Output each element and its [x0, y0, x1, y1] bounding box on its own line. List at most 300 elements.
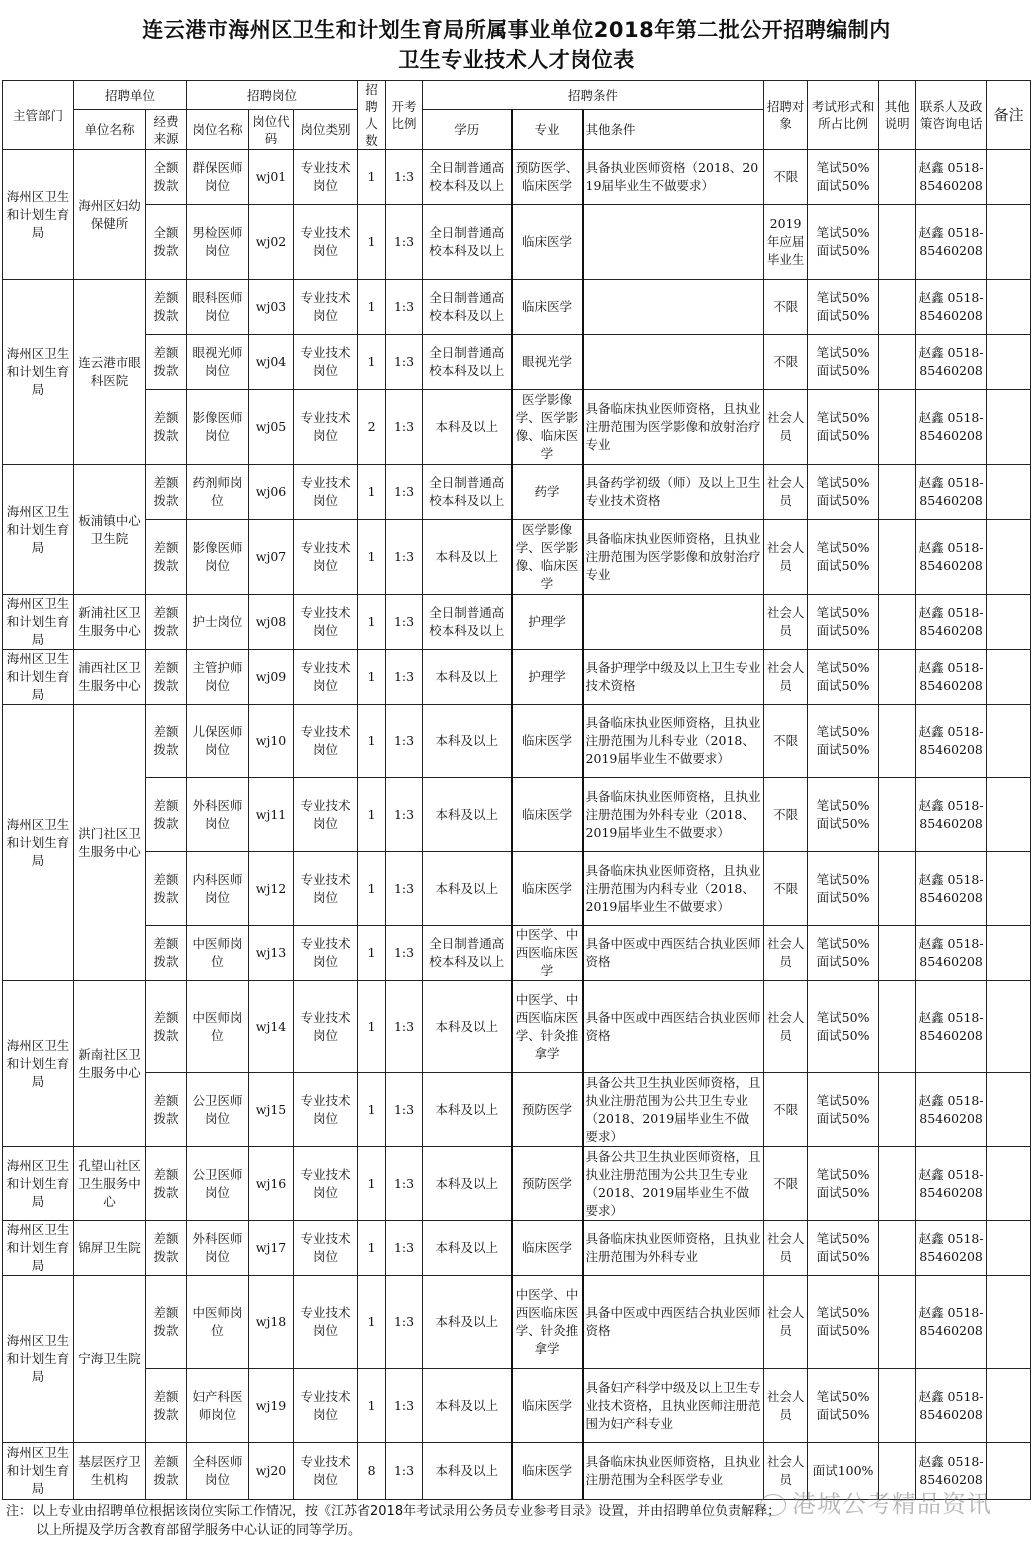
post-code-cell: wj11	[249, 778, 294, 852]
education-cell: 全日制普通高校本科及以上	[423, 465, 512, 520]
post-code-cell: wj16	[249, 1147, 294, 1221]
dept-cell: 海州区卫生和计划生育局	[3, 595, 74, 650]
education-cell: 本科及以上	[423, 981, 512, 1073]
target-cell: 社会人员	[764, 1369, 808, 1443]
count-cell: 2	[358, 390, 386, 465]
contact-cell: 赵鑫 0518-85460208	[916, 390, 987, 465]
funding-cell: 差额拨款	[146, 1221, 187, 1276]
ratio-cell: 1:3	[386, 852, 423, 926]
contact-cell: 赵鑫 0518-85460208	[916, 778, 987, 852]
target-cell: 不限	[764, 705, 808, 778]
unit-name-cell: 新南社区卫生服务中心	[74, 981, 146, 1147]
remark-cell	[987, 390, 1031, 465]
major-cell: 临床医学	[512, 852, 583, 926]
funding-cell: 差额拨款	[146, 465, 187, 520]
header-education: 学历	[423, 110, 512, 150]
post-name-cell: 公卫医师岗位	[187, 1073, 249, 1147]
contact-cell: 赵鑫 0518-85460208	[916, 335, 987, 390]
count-cell: 1	[358, 280, 386, 335]
funding-cell: 全额拨款	[146, 205, 187, 280]
post-type-cell: 专业技术岗位	[294, 852, 358, 926]
recruitment-table	[2, 80, 1031, 1500]
major-cell: 临床医学	[512, 705, 583, 778]
education-cell: 本科及以上	[423, 520, 512, 595]
target-cell: 不限	[764, 1147, 808, 1221]
contact-cell: 赵鑫 0518-85460208	[916, 205, 987, 280]
header-other-note: 其他说明	[879, 81, 916, 150]
funding-cell: 差额拨款	[146, 335, 187, 390]
other-cond-cell	[583, 280, 764, 335]
count-cell: 1	[358, 595, 386, 650]
post-name-cell: 中医师岗位	[187, 981, 249, 1073]
exam-cell: 笔试50% 面试50%	[808, 280, 879, 335]
post-name-cell: 全科医师岗位	[187, 1443, 249, 1500]
post-name-cell: 群保医师岗位	[187, 150, 249, 205]
post-code-cell: wj05	[249, 390, 294, 465]
header-count: 招聘人数	[358, 81, 386, 150]
dept-cell: 海州区卫生和计划生育局	[3, 1276, 74, 1443]
unit-name-cell: 宁海卫生院	[74, 1276, 146, 1443]
header-exam: 考试形式和所占比例	[808, 81, 879, 150]
remark-cell	[987, 926, 1031, 981]
header-unit-name: 单位名称	[74, 110, 146, 150]
contact-cell: 赵鑫 0518-85460208	[916, 1443, 987, 1500]
post-type-cell: 专业技术岗位	[294, 1443, 358, 1500]
major-cell: 预防医学	[512, 1147, 583, 1221]
dept-cell: 海州区卫生和计划生育局	[3, 150, 74, 280]
post-name-cell: 内科医师岗位	[187, 852, 249, 926]
post-type-cell: 专业技术岗位	[294, 150, 358, 205]
funding-cell: 差额拨款	[146, 280, 187, 335]
post-code-cell: wj10	[249, 705, 294, 778]
post-type-cell: 专业技术岗位	[294, 390, 358, 465]
dept-cell: 海州区卫生和计划生育局	[3, 280, 74, 465]
other-cond-cell: 具备公共卫生执业医师资格，且执业注册范围为公共卫生专业（2018、2019届毕业生不做要求）	[583, 1073, 764, 1147]
post-type-cell: 专业技术岗位	[294, 650, 358, 705]
major-cell: 护理学	[512, 595, 583, 650]
education-cell: 全日制普通高校本科及以上	[423, 595, 512, 650]
exam-cell: 笔试50% 面试50%	[808, 390, 879, 465]
contact-cell: 赵鑫 0518-85460208	[916, 650, 987, 705]
post-name-cell: 公卫医师岗位	[187, 1147, 249, 1221]
funding-cell: 差额拨款	[146, 981, 187, 1073]
document-title-line2: 卫生专业技术人才岗位表	[398, 48, 635, 72]
post-type-cell: 专业技术岗位	[294, 981, 358, 1073]
funding-cell: 差额拨款	[146, 778, 187, 852]
funding-cell: 差额拨款	[146, 390, 187, 465]
remark-cell	[987, 595, 1031, 650]
exam-cell: 笔试50% 面试50%	[808, 205, 879, 280]
major-cell: 预防医学、临床医学	[512, 150, 583, 205]
unit-name-cell: 海州区妇幼保健所	[74, 150, 146, 280]
contact-cell: 赵鑫 0518-85460208	[916, 852, 987, 926]
other-note-cell	[879, 778, 916, 852]
ratio-cell: 1:3	[386, 1443, 423, 1500]
remark-cell	[987, 650, 1031, 705]
education-cell: 本科及以上	[423, 1443, 512, 1500]
other-note-cell	[879, 926, 916, 981]
funding-cell: 差额拨款	[146, 520, 187, 595]
count-cell: 1	[358, 1073, 386, 1147]
ratio-cell: 1:3	[386, 1369, 423, 1443]
header-unit-group: 招聘单位	[74, 81, 187, 110]
dept-cell: 海州区卫生和计划生育局	[3, 1443, 74, 1500]
table-row	[3, 520, 1031, 595]
other-note-cell	[879, 705, 916, 778]
count-cell: 1	[358, 650, 386, 705]
other-cond-cell: 具备临床执业医师资格，且执业注册范围为外科专业（2018、2019届毕业生不做要求）	[583, 778, 764, 852]
table-row	[3, 150, 1031, 205]
target-cell: 不限	[764, 150, 808, 205]
header-contact: 联系人及政策咨询电话	[916, 81, 987, 150]
dept-cell: 海州区卫生和计划生育局	[3, 1221, 74, 1276]
header-cond-group: 招聘条件	[423, 81, 764, 110]
major-cell: 护理学	[512, 650, 583, 705]
funding-cell: 差额拨款	[146, 1443, 187, 1500]
contact-cell: 赵鑫 0518-85460208	[916, 705, 987, 778]
post-code-cell: wj20	[249, 1443, 294, 1500]
other-note-cell	[879, 595, 916, 650]
contact-cell: 赵鑫 0518-85460208	[916, 280, 987, 335]
post-name-cell: 男检医师岗位	[187, 205, 249, 280]
table-row	[3, 1221, 1031, 1276]
post-type-cell: 专业技术岗位	[294, 926, 358, 981]
other-cond-cell: 具备临床执业医师资格，且执业注册范围为儿科专业（2018、2019届毕业生不做要求）	[583, 705, 764, 778]
post-code-cell: wj01	[249, 150, 294, 205]
major-cell: 临床医学	[512, 1369, 583, 1443]
remark-cell	[987, 778, 1031, 852]
post-type-cell: 专业技术岗位	[294, 280, 358, 335]
ratio-cell: 1:3	[386, 335, 423, 390]
header-post-name: 岗位名称	[187, 110, 249, 150]
other-note-cell	[879, 465, 916, 520]
exam-cell: 笔试50% 面试50%	[808, 595, 879, 650]
table-row	[3, 335, 1031, 390]
funding-cell: 差额拨款	[146, 852, 187, 926]
post-code-cell: wj04	[249, 335, 294, 390]
post-code-cell: wj15	[249, 1073, 294, 1147]
exam-cell: 笔试50% 面试50%	[808, 705, 879, 778]
ratio-cell: 1:3	[386, 981, 423, 1073]
post-code-cell: wj08	[249, 595, 294, 650]
other-note-cell	[879, 335, 916, 390]
post-code-cell: wj02	[249, 205, 294, 280]
target-cell: 不限	[764, 778, 808, 852]
footnote-line1: 注：以上专业由招聘单位根据该岗位实际工作情况，按《江苏省2018年考试录用公务员专业参考目录》设置，并由招聘单位负责解释；	[6, 1504, 781, 1519]
other-cond-cell: 具备中医或中西医结合执业医师资格	[583, 926, 764, 981]
contact-cell: 赵鑫 0518-85460208	[916, 465, 987, 520]
post-name-cell: 外科医师岗位	[187, 778, 249, 852]
table-row	[3, 778, 1031, 852]
count-cell: 1	[358, 150, 386, 205]
post-code-cell: wj07	[249, 520, 294, 595]
remark-cell	[987, 1221, 1031, 1276]
post-name-cell: 儿保医师岗位	[187, 705, 249, 778]
other-note-cell	[879, 1073, 916, 1147]
exam-cell: 笔试50% 面试50%	[808, 650, 879, 705]
post-name-cell: 药剂师岗位	[187, 465, 249, 520]
target-cell: 社会人员	[764, 390, 808, 465]
other-cond-cell: 具备护理学中级及以上卫生专业技术资格	[583, 650, 764, 705]
header-funding: 经费来源	[146, 110, 187, 150]
other-cond-cell: 具备执业医师资格（2018、2019届毕业生不做要求）	[583, 150, 764, 205]
major-cell: 临床医学	[512, 280, 583, 335]
funding-cell: 全额拨款	[146, 150, 187, 205]
exam-cell: 笔试50% 面试50%	[808, 1073, 879, 1147]
table-row	[3, 852, 1031, 926]
post-code-cell: wj19	[249, 1369, 294, 1443]
funding-cell: 差额拨款	[146, 926, 187, 981]
ratio-cell: 1:3	[386, 778, 423, 852]
target-cell: 社会人员	[764, 1443, 808, 1500]
other-cond-cell: 具备妇产科学中级及以上卫生专业技术资格，且执业医师注册范围为妇产科专业	[583, 1369, 764, 1443]
major-cell: 临床医学	[512, 778, 583, 852]
footnote	[6, 1502, 780, 1540]
post-type-cell: 专业技术岗位	[294, 520, 358, 595]
ratio-cell: 1:3	[386, 650, 423, 705]
post-name-cell: 影像医师岗位	[187, 520, 249, 595]
table-row	[3, 595, 1031, 650]
ratio-cell: 1:3	[386, 390, 423, 465]
header-dept: 主管部门	[3, 81, 74, 150]
target-cell: 不限	[764, 852, 808, 926]
unit-name-cell: 浦西社区卫生服务中心	[74, 650, 146, 705]
education-cell: 全日制普通高校本科及以上	[423, 205, 512, 280]
other-note-cell	[879, 520, 916, 595]
header-other-cond: 其他条件	[583, 110, 764, 150]
post-name-cell: 眼科医师岗位	[187, 280, 249, 335]
dept-cell: 海州区卫生和计划生育局	[3, 650, 74, 705]
education-cell: 全日制普通高校本科及以上	[423, 280, 512, 335]
other-cond-cell	[583, 205, 764, 280]
education-cell: 全日制普通高校本科及以上	[423, 926, 512, 981]
post-type-cell: 专业技术岗位	[294, 465, 358, 520]
contact-cell: 赵鑫 0518-85460208	[916, 1073, 987, 1147]
ratio-cell: 1:3	[386, 1147, 423, 1221]
dept-cell: 海州区卫生和计划生育局	[3, 981, 74, 1147]
other-cond-cell	[583, 595, 764, 650]
count-cell: 1	[358, 926, 386, 981]
contact-cell: 赵鑫 0518-85460208	[916, 1369, 987, 1443]
count-cell: 1	[358, 1147, 386, 1221]
remark-cell	[987, 335, 1031, 390]
target-cell: 社会人员	[764, 1276, 808, 1369]
contact-cell: 赵鑫 0518-85460208	[916, 520, 987, 595]
header-remark: 备注	[987, 81, 1031, 150]
education-cell: 全日制普通高校本科及以上	[423, 335, 512, 390]
major-cell: 临床医学	[512, 1221, 583, 1276]
ratio-cell: 1:3	[386, 1276, 423, 1369]
remark-cell	[987, 852, 1031, 926]
post-type-cell: 专业技术岗位	[294, 778, 358, 852]
count-cell: 8	[358, 1443, 386, 1500]
dept-cell: 海州区卫生和计划生育局	[3, 705, 74, 981]
post-code-cell: wj13	[249, 926, 294, 981]
table-row	[3, 926, 1031, 981]
other-note-cell	[879, 1221, 916, 1276]
exam-cell: 笔试50% 面试50%	[808, 150, 879, 205]
table-row	[3, 465, 1031, 520]
major-cell: 预防医学	[512, 1073, 583, 1147]
funding-cell: 差额拨款	[146, 650, 187, 705]
ratio-cell: 1:3	[386, 520, 423, 595]
post-type-cell: 专业技术岗位	[294, 595, 358, 650]
education-cell: 全日制普通高校本科及以上	[423, 150, 512, 205]
ratio-cell: 1:3	[386, 926, 423, 981]
post-code-cell: wj17	[249, 1221, 294, 1276]
other-cond-cell: 具备临床执业医师资格，且执业注册范围为外科专业	[583, 1221, 764, 1276]
other-note-cell	[879, 981, 916, 1073]
funding-cell: 差额拨款	[146, 705, 187, 778]
watermark-text: 港城公考精品资讯	[792, 1490, 992, 1518]
other-note-cell	[879, 1369, 916, 1443]
post-code-cell: wj06	[249, 465, 294, 520]
major-cell: 眼视光学	[512, 335, 583, 390]
major-cell: 医学影像学、医学影像、临床医学	[512, 520, 583, 595]
unit-name-cell: 孔望山社区卫生服务中心	[74, 1147, 146, 1221]
count-cell: 1	[358, 778, 386, 852]
funding-cell: 差额拨款	[146, 1369, 187, 1443]
post-type-cell: 专业技术岗位	[294, 1221, 358, 1276]
target-cell: 社会人员	[764, 465, 808, 520]
footnote-line2: 以上所提及学历含教育部留学服务中心认证的同等学历。	[36, 1523, 362, 1538]
header-post-code: 岗位代码	[249, 110, 294, 150]
post-type-cell: 专业技术岗位	[294, 1276, 358, 1369]
target-cell: 不限	[764, 280, 808, 335]
remark-cell	[987, 280, 1031, 335]
target-cell: 社会人员	[764, 520, 808, 595]
other-cond-cell: 具备临床执业医师资格，且执业注册范围为全科医学专业	[583, 1443, 764, 1500]
document-title-line1: 连云港市海州区卫生和计划生育局所属事业单位2018年第二批公开招聘编制内	[142, 18, 891, 42]
post-name-cell: 妇产科医师岗位	[187, 1369, 249, 1443]
target-cell: 社会人员	[764, 926, 808, 981]
post-name-cell: 中医师岗位	[187, 1276, 249, 1369]
education-cell: 本科及以上	[423, 650, 512, 705]
table-row	[3, 280, 1031, 335]
remark-cell	[987, 1443, 1031, 1500]
other-cond-cell: 具备临床执业医师资格，且执业注册范围为医学影像和放射治疗专业	[583, 390, 764, 465]
post-type-cell: 专业技术岗位	[294, 1147, 358, 1221]
count-cell: 1	[358, 520, 386, 595]
exam-cell: 笔试50% 面试50%	[808, 1276, 879, 1369]
other-cond-cell	[583, 335, 764, 390]
unit-name-cell: 板浦镇中心卫生院	[74, 465, 146, 595]
unit-name-cell: 连云港市眼科医院	[74, 280, 146, 465]
remark-cell	[987, 150, 1031, 205]
contact-cell: 赵鑫 0518-85460208	[916, 150, 987, 205]
header-target: 招聘对象	[764, 81, 808, 150]
remark-cell	[987, 520, 1031, 595]
post-type-cell: 专业技术岗位	[294, 1073, 358, 1147]
education-cell: 本科及以上	[423, 1276, 512, 1369]
unit-name-cell: 洪门社区卫生服务中心	[74, 705, 146, 981]
post-type-cell: 专业技术岗位	[294, 1369, 358, 1443]
education-cell: 本科及以上	[423, 705, 512, 778]
count-cell: 1	[358, 852, 386, 926]
wechat-logo-icon	[760, 1494, 786, 1516]
remark-cell	[987, 205, 1031, 280]
contact-cell: 赵鑫 0518-85460208	[916, 595, 987, 650]
other-note-cell	[879, 1276, 916, 1369]
dept-cell: 海州区卫生和计划生育局	[3, 465, 74, 595]
target-cell: 不限	[764, 335, 808, 390]
major-cell: 临床医学	[512, 1443, 583, 1500]
table-row	[3, 650, 1031, 705]
post-name-cell: 主管护师岗位	[187, 650, 249, 705]
post-type-cell: 专业技术岗位	[294, 705, 358, 778]
other-cond-cell: 具备药学初级（师）及以上卫生专业技术资格	[583, 465, 764, 520]
education-cell: 本科及以上	[423, 852, 512, 926]
ratio-cell: 1:3	[386, 595, 423, 650]
remark-cell	[987, 1276, 1031, 1369]
exam-cell: 笔试50% 面试50%	[808, 926, 879, 981]
table-row	[3, 205, 1031, 280]
major-cell: 中医学、中西医临床医学、针灸推拿学	[512, 1276, 583, 1369]
table-row	[3, 705, 1031, 778]
other-note-cell	[879, 650, 916, 705]
count-cell: 1	[358, 335, 386, 390]
count-cell: 1	[358, 1221, 386, 1276]
unit-name-cell: 基层医疗卫生机构	[74, 1443, 146, 1500]
funding-cell: 差额拨款	[146, 1073, 187, 1147]
education-cell: 本科及以上	[423, 1221, 512, 1276]
table-row	[3, 390, 1031, 465]
dept-cell: 海州区卫生和计划生育局	[3, 1147, 74, 1221]
major-cell: 医学影像学、医学影像、临床医学	[512, 390, 583, 465]
education-cell: 本科及以上	[423, 778, 512, 852]
exam-cell: 笔试50% 面试50%	[808, 520, 879, 595]
exam-cell: 笔试50% 面试50%	[808, 852, 879, 926]
exam-cell: 笔试50% 面试50%	[808, 335, 879, 390]
ratio-cell: 1:3	[386, 1073, 423, 1147]
post-name-cell: 影像医师岗位	[187, 390, 249, 465]
education-cell: 本科及以上	[423, 1073, 512, 1147]
post-name-cell: 眼视光师岗位	[187, 335, 249, 390]
post-code-cell: wj12	[249, 852, 294, 926]
table-body	[3, 150, 1031, 1500]
other-note-cell	[879, 205, 916, 280]
education-cell: 本科及以上	[423, 1147, 512, 1221]
ratio-cell: 1:3	[386, 465, 423, 520]
other-cond-cell: 具备中医或中西医结合执业医师资格	[583, 981, 764, 1073]
education-cell: 本科及以上	[423, 1369, 512, 1443]
other-note-cell	[879, 150, 916, 205]
target-cell: 2019年应届毕业生	[764, 205, 808, 280]
unit-name-cell: 锦屏卫生院	[74, 1221, 146, 1276]
count-cell: 1	[358, 1276, 386, 1369]
funding-cell: 差额拨款	[146, 1276, 187, 1369]
table-row	[3, 1073, 1031, 1147]
target-cell: 社会人员	[764, 1221, 808, 1276]
contact-cell: 赵鑫 0518-85460208	[916, 1147, 987, 1221]
exam-cell: 笔试50% 面试50%	[808, 1221, 879, 1276]
funding-cell: 差额拨款	[146, 1147, 187, 1221]
unit-name-cell: 新浦社区卫生服务中心	[74, 595, 146, 650]
post-code-cell: wj18	[249, 1276, 294, 1369]
remark-cell	[987, 981, 1031, 1073]
major-cell: 药学	[512, 465, 583, 520]
ratio-cell: 1:3	[386, 205, 423, 280]
post-name-cell: 外科医师岗位	[187, 1221, 249, 1276]
table-row	[3, 1147, 1031, 1221]
target-cell: 不限	[764, 1073, 808, 1147]
header-post-group: 招聘岗位	[187, 81, 358, 110]
contact-cell: 赵鑫 0518-85460208	[916, 1221, 987, 1276]
post-code-cell: wj14	[249, 981, 294, 1073]
table-row	[3, 1369, 1031, 1443]
major-cell: 临床医学	[512, 205, 583, 280]
count-cell: 1	[358, 205, 386, 280]
